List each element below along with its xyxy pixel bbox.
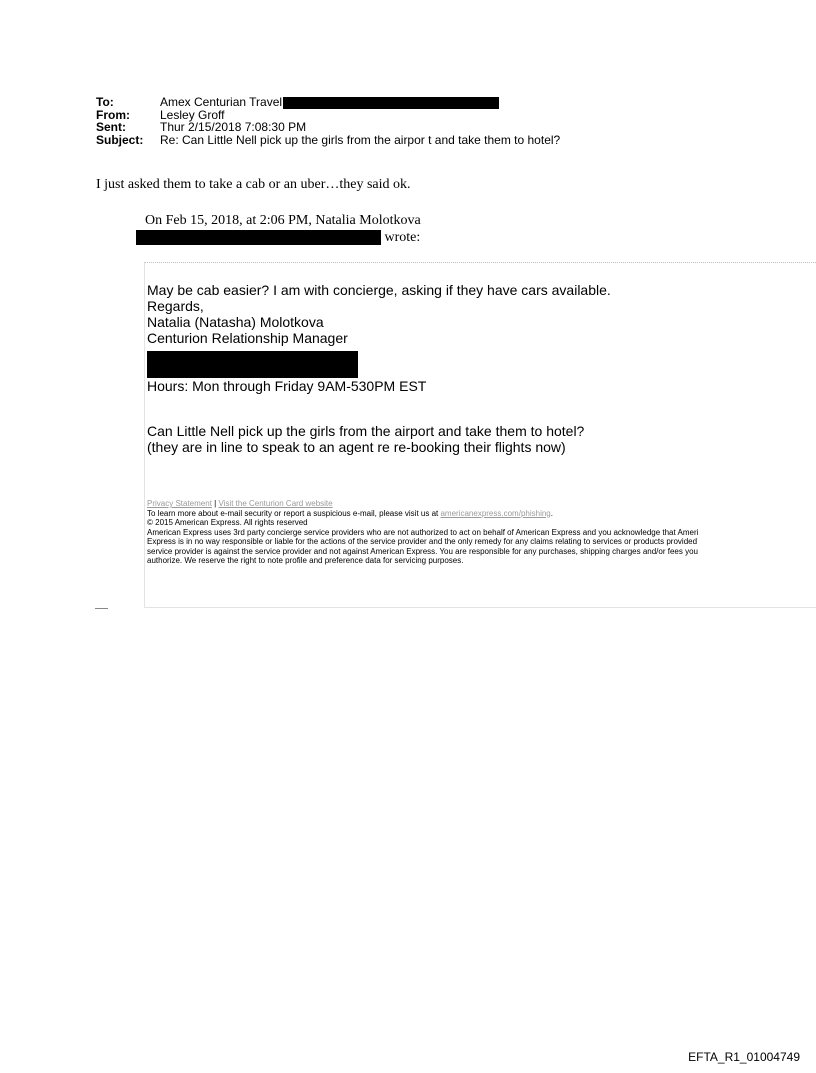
- to-value: Amex Centurian Travel: [160, 95, 283, 109]
- message-signature-block: [147, 282, 611, 394]
- quote-intro-line-2: [136, 229, 420, 246]
- disclaimer-line: service provider is against the service provider and not against American Express. You are responsible for any purchases, shipping charges and/or fees you: [147, 546, 698, 556]
- subject-row: [96, 134, 560, 147]
- sent-row: [96, 121, 560, 134]
- page-identifier: EFTA_R1_01004749: [688, 1050, 800, 1064]
- email-body-text: I just asked them to take a cab or an uber…they said ok.: [96, 177, 411, 192]
- to-label: To:: [96, 95, 114, 109]
- subject-value: Re: Can Little Nell pick up the girls from the airpor t and take them to hotel?: [160, 132, 561, 147]
- redaction-box: [147, 351, 358, 378]
- disclaimer-line: American Express uses 3rd party concierge service providers who are not authorized to act on behalf of American Express and you acknowledge that Ameri: [147, 527, 699, 537]
- sent-value: Thur 2/15/2018 7:08:30 PM: [160, 120, 307, 134]
- amex-footer: [147, 499, 698, 566]
- link-separator: |: [214, 499, 217, 508]
- centurion-website-link[interactable]: Visit the Centurion Card website: [218, 499, 333, 508]
- redaction-box: [283, 97, 499, 109]
- privacy-statement-link[interactable]: Privacy Statement: [147, 499, 212, 508]
- question-line: (they are in line to speak to an agent re re-booking their flights now): [147, 439, 566, 455]
- message-line: May be cab easier? I am with concierge, asking if they have cars available.: [147, 282, 611, 298]
- security-text: To learn more about e-mail security or report a suspicious e-mail, please visit us at: [147, 508, 439, 518]
- question-line: Can Little Nell pick up the girls from the airport and take them to hotel?: [147, 423, 585, 439]
- subject-label: Subject:: [96, 132, 144, 147]
- quote-intro: [145, 212, 429, 246]
- disclaimer-line: Express is in no way responsible or liable for the actions of the service provider and the only remedy for any claims relating to services or products provided: [147, 537, 698, 546]
- phishing-link[interactable]: americanexpress.com/phishing: [440, 508, 551, 518]
- from-value: Lesley Groff: [160, 107, 225, 122]
- quoted-message: [144, 262, 816, 608]
- sent-label: Sent:: [96, 120, 126, 134]
- email-header: [96, 96, 560, 146]
- redaction-box: [136, 230, 381, 245]
- disclaimer-line: authorize. We reserve the right to note profile and preference data for servicing purposes.: [147, 556, 464, 565]
- security-row: To learn more about e-mail security or report a suspicious e-mail, please visit us at americanexpress.com/phishing.: [147, 508, 553, 518]
- hours-line: Hours: Mon through Friday 9AM-530PM EST: [147, 378, 427, 394]
- message-line: Regards,: [147, 298, 204, 314]
- from-label: From:: [96, 107, 130, 122]
- copyright-text: © 2015 American Express. All rights reserved: [147, 518, 308, 527]
- footer-links-row: [147, 499, 698, 509]
- wrote-text: wrote:: [384, 230, 421, 245]
- divider-mark: [95, 608, 108, 609]
- message-line: Centurion Relationship Manager: [147, 330, 348, 346]
- to-row: [96, 96, 560, 109]
- message-line: Natalia (Natasha) Molotkova: [147, 314, 324, 330]
- quoted-question: [147, 423, 584, 455]
- quote-intro-line: On Feb 15, 2018, at 2:06 PM, Natalia Molotkova: [145, 213, 421, 228]
